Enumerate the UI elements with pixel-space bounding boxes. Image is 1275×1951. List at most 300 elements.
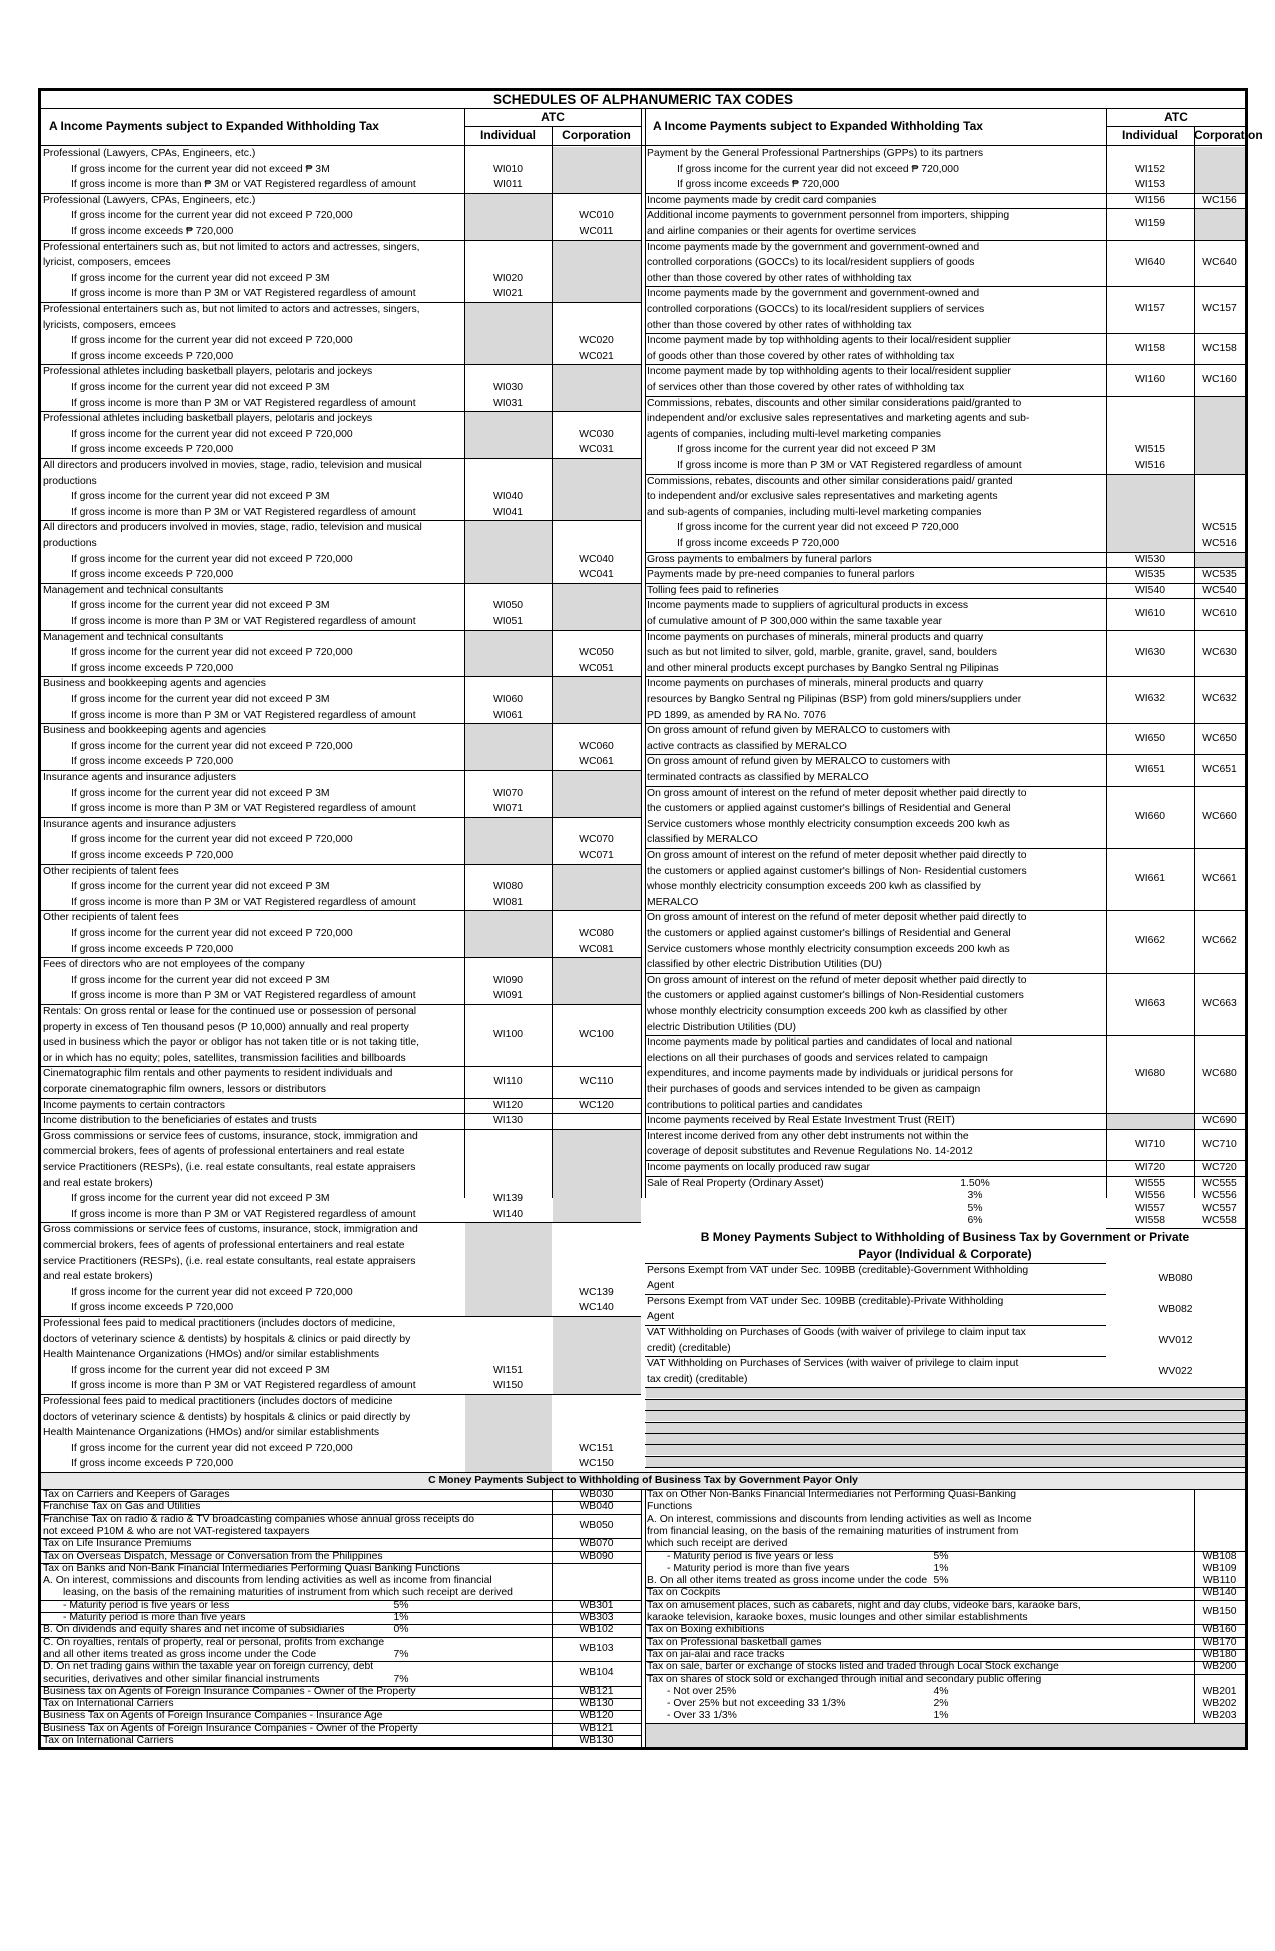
left-row-22-line: Gross commissions or service fees of customs, insurance, stock, immigration and bbox=[43, 1224, 418, 1236]
c-left-row-line: Business Tax on Agents of Foreign Insurance Companies - Insurance Age bbox=[43, 1710, 383, 1722]
right-row-1-individual-code: WI156 bbox=[1134, 194, 1166, 206]
left-row-3-corporation-code: WC020 bbox=[579, 335, 614, 347]
left-row-6-line: All directors and producers involved in movies, stage, radio, television and musical bbox=[43, 460, 422, 471]
c-left-row-line: Franchise Tax on radio & radio & TV broadcasting companies whose annual gross receipts do bbox=[43, 1513, 475, 1525]
c-right-row-line: Tax on Boxing exhibitions bbox=[647, 1624, 765, 1636]
left-row-22-corporation-code bbox=[552, 1254, 641, 1270]
right-row-23-line: Interest income derived from any other debt instruments not within the bbox=[647, 1130, 969, 1142]
left-row-7-line: If gross income for the current year did not exceed P 720,000 bbox=[71, 553, 353, 565]
column-divider bbox=[1194, 1489, 1195, 1747]
left-row-23-individual-code bbox=[464, 1347, 552, 1363]
shaded-cell bbox=[646, 1388, 1245, 1398]
right-atc-label: ATC bbox=[1164, 110, 1188, 124]
right-row-13-individual-code: WI630 bbox=[1134, 646, 1166, 658]
left-row-9-line: If gross income for the current year did not exceed P 720,000 bbox=[71, 647, 353, 659]
right-row-3-individual-code: WI640 bbox=[1134, 256, 1166, 268]
left-row-9-individual-code bbox=[464, 661, 552, 677]
right-row-9-line: Gross payments to embalmers by funeral parlors bbox=[647, 553, 872, 565]
left-row-23-corporation-code bbox=[552, 1332, 641, 1348]
left-row-14-individual-code: WI081 bbox=[492, 896, 524, 908]
left-row-9-line: If gross income exceeds P 720,000 bbox=[71, 662, 234, 674]
left-row-17-individual-code: WI100 bbox=[492, 1029, 524, 1040]
left-row-17-line: Rentals: On gross rental or lease for the continued use or possession of personal bbox=[43, 1006, 417, 1017]
right-row-18-corporation-code: WC661 bbox=[1202, 873, 1237, 884]
right-row-3-corporation-code: WC640 bbox=[1202, 256, 1237, 268]
shaded-cell bbox=[646, 1457, 1245, 1467]
section-b-row-line: Agent bbox=[647, 1280, 675, 1292]
left-row-5-line: If gross income exceeds P 720,000 bbox=[71, 444, 234, 456]
left-row-8-line: If gross income is more than P 3M or VAT Registered regardless of amount bbox=[71, 616, 416, 627]
c-right-row-line: Functions bbox=[647, 1501, 693, 1513]
right-row-6-line: of services other than those covered by other rates of withholding tax bbox=[647, 382, 965, 393]
left-row-15-individual-code bbox=[464, 910, 552, 926]
left-row-21-corporation-code bbox=[552, 1176, 641, 1192]
left-row-22-corporation-code bbox=[552, 1222, 641, 1238]
left-row-6-individual-code: WI041 bbox=[492, 506, 524, 518]
section-b-row-line: Agent bbox=[647, 1311, 675, 1323]
real-property-rate: 3% bbox=[967, 1190, 983, 1202]
left-row-15-line: If gross income exceeds P 720,000 bbox=[71, 943, 234, 955]
c-right-row-line: - Maturity period is more than five years bbox=[667, 1562, 850, 1574]
left-row-24-individual-code bbox=[464, 1456, 552, 1472]
left-row-6-line: If gross income for the current year did not exceed P 3M bbox=[71, 491, 330, 503]
left-row-5-corporation-code: WC031 bbox=[579, 444, 614, 456]
right-row-15-corporation-code: WC650 bbox=[1202, 733, 1237, 745]
left-row-22-line: If gross income exceeds P 720,000 bbox=[71, 1302, 234, 1314]
right-row-7-corporation-code bbox=[1194, 411, 1245, 427]
right-row-20-line: On gross amount of interest on the refund of meter deposit whether paid directly to bbox=[647, 974, 1027, 986]
left-row-9-corporation-code bbox=[552, 630, 641, 646]
c-left-row-line: Franchise Tax on Gas and Utilities bbox=[43, 1501, 201, 1513]
left-row-1-corporation-code bbox=[552, 193, 641, 209]
c-right-code: WB108 bbox=[1202, 1550, 1237, 1562]
c-right-rate: 5% bbox=[933, 1575, 949, 1587]
left-row-11-corporation-code: WC060 bbox=[579, 740, 614, 752]
right-row-21-line: contributions to political parties and candidates bbox=[647, 1099, 863, 1111]
left-row-4-line: Professional athletes including basketball players, pelotaris and jockeys bbox=[43, 366, 373, 378]
left-row-9-corporation-code: WC050 bbox=[579, 647, 614, 659]
column-divider bbox=[645, 1489, 646, 1747]
left-row-5-line: If gross income for the current year did not exceed P 720,000 bbox=[71, 428, 353, 440]
left-row-23-individual-code: WI151 bbox=[492, 1364, 524, 1376]
left-row-9-corporation-code: WC051 bbox=[579, 662, 614, 674]
left-row-10-line: If gross income is more than P 3M or VAT Registered regardless of amount bbox=[71, 709, 416, 721]
row-divider bbox=[645, 1467, 1245, 1468]
left-row-5-individual-code bbox=[464, 427, 552, 443]
left-row-14-line: If gross income is more than P 3M or VAT Registered regardless of amount bbox=[71, 896, 416, 908]
c-left-rate: 0% bbox=[393, 1624, 409, 1636]
right-row-17-line: classified by MERALCO bbox=[647, 834, 758, 846]
left-row-19-line: Income payments to certain contractors bbox=[43, 1099, 225, 1111]
c-right-code: WB202 bbox=[1202, 1698, 1237, 1710]
left-row-18-corporation-code: WC110 bbox=[579, 1076, 614, 1088]
left-row-12-line: If gross income is more than P 3M or VAT Registered regardless of amount bbox=[71, 803, 416, 815]
right-row-8-corporation-code: WC515 bbox=[1202, 522, 1237, 534]
section-b-row-line: credit) (creditable) bbox=[647, 1342, 731, 1354]
c-right-row-line: karaoke television, karaoke boxes, music lounges and other similar establishments bbox=[647, 1612, 1028, 1623]
c-left-row-line: Tax on Banks and Non-Bank Financial Intermediaries Performing Quasi Banking Functions bbox=[43, 1562, 460, 1574]
left-row-24-line: Professional fees paid to medical practitioners (includes doctors of medicine bbox=[43, 1396, 393, 1407]
real-property-individual-code: WI557 bbox=[1134, 1202, 1166, 1214]
c-left-code: WB301 bbox=[579, 1599, 614, 1611]
left-row-24-corporation-code bbox=[552, 1394, 641, 1410]
c-right-rate: 4% bbox=[933, 1685, 949, 1697]
right-row-0-line: If gross income exceeds ₱ 720,000 bbox=[677, 179, 840, 191]
right-row-7-line: independent and/or exclusive sales representatives and marketing agents and sub- bbox=[647, 413, 1030, 425]
left-row-6-individual-code bbox=[464, 474, 552, 490]
left-row-4-line: If gross income for the current year did not exceed P 3M bbox=[71, 382, 330, 393]
left-row-12-corporation-code bbox=[552, 801, 641, 817]
shaded-cell bbox=[646, 1434, 1245, 1444]
right-row-0-line: Payment by the General Professional Partnerships (GPPs) to its partners bbox=[647, 148, 984, 159]
real-property-corporation-code: WC555 bbox=[1202, 1177, 1237, 1189]
real-property-corporation-code: WC557 bbox=[1202, 1202, 1237, 1214]
right-col-corporation: Corporation bbox=[1194, 128, 1263, 142]
left-row-14-line: If gross income for the current year did not exceed P 3M bbox=[71, 881, 330, 893]
right-row-7-line: agents of companies, including multi-level marketing companies bbox=[647, 428, 941, 440]
right-row-0-corporation-code bbox=[1194, 146, 1245, 162]
real-property-label: Sale of Real Property (Ordinary Asset) bbox=[647, 1177, 824, 1189]
left-row-21-corporation-code bbox=[552, 1191, 641, 1207]
left-row-4-corporation-code bbox=[552, 380, 641, 396]
c-right-row-line: Tax on amusement places, such as cabarets, night and day clubs, videoke bars, karaoke bars, bbox=[647, 1599, 1081, 1611]
right-row-14-line: PD 1899, as amended by RA No. 7076 bbox=[647, 709, 827, 721]
left-row-22-individual-code bbox=[464, 1300, 552, 1316]
left-row-14-corporation-code bbox=[552, 895, 641, 911]
right-row-4-line: other than those covered by other rates of withholding tax bbox=[647, 319, 912, 331]
right-row-5-individual-code: WI158 bbox=[1134, 343, 1166, 355]
left-row-3-individual-code bbox=[464, 333, 552, 349]
left-row-23-line: doctors of veterinary science & dentists) by hospitals & clinics or paid directly by bbox=[43, 1333, 411, 1345]
left-row-21-individual-code: WI140 bbox=[492, 1208, 524, 1220]
right-row-7-individual-code bbox=[1106, 427, 1194, 443]
right-row-24-line: Income payments on locally produced raw sugar bbox=[647, 1162, 870, 1173]
left-row-7-individual-code bbox=[464, 567, 552, 583]
right-row-8-line: If gross income for the current year did not exceed P 720,000 bbox=[677, 522, 959, 534]
right-row-14-line: Income payments on purchases of minerals, mineral products and quarry bbox=[647, 678, 984, 690]
row-divider bbox=[41, 1747, 641, 1748]
left-row-23-individual-code: WI150 bbox=[492, 1380, 524, 1392]
real-property-rate: 5% bbox=[967, 1202, 983, 1214]
left-row-15-corporation-code bbox=[552, 910, 641, 926]
left-row-24-individual-code bbox=[464, 1394, 552, 1410]
left-row-7-individual-code bbox=[464, 536, 552, 552]
c-right-rate: 1% bbox=[933, 1710, 949, 1722]
left-row-21-individual-code: WI139 bbox=[492, 1193, 524, 1205]
right-row-23-corporation-code: WC710 bbox=[1202, 1138, 1237, 1150]
left-row-23-line: Health Maintenance Organizations (HMOs) and/or similar establishments bbox=[43, 1349, 380, 1361]
right-row-11-line: Tolling fees paid to refineries bbox=[647, 584, 779, 596]
left-row-12-individual-code: WI071 bbox=[492, 803, 524, 815]
right-row-16-line: terminated contracts as classified by MERALCO bbox=[647, 772, 869, 783]
c-right-row-line: - Over 25% but not exceeding 33 1/3% bbox=[667, 1698, 846, 1710]
c-right-code: WB150 bbox=[1202, 1605, 1237, 1617]
left-row-2-corporation-code bbox=[552, 286, 641, 302]
right-row-23-individual-code: WI710 bbox=[1134, 1138, 1166, 1150]
left-row-23-individual-code bbox=[464, 1316, 552, 1332]
left-row-24-individual-code bbox=[464, 1425, 552, 1441]
c-left-row-line: Tax on International Carriers bbox=[43, 1735, 174, 1746]
right-row-19-line: classified by other electric Distribution Utilities (DU) bbox=[647, 959, 883, 971]
left-row-18-line: Cinematographic film rentals and other payments to resident individuals and bbox=[43, 1068, 393, 1080]
right-row-9-individual-code: WI530 bbox=[1134, 553, 1166, 565]
left-row-3-corporation-code bbox=[552, 302, 641, 318]
left-row-4-corporation-code bbox=[552, 364, 641, 380]
right-row-7-line: Commissions, rebates, discounts and other similar considerations paid/granted to bbox=[647, 397, 1022, 409]
left-row-1-individual-code bbox=[464, 208, 552, 224]
right-row-21-line: their purchases of goods and services intended to be given as campaign bbox=[647, 1084, 981, 1095]
left-row-22-corporation-code bbox=[552, 1269, 641, 1285]
left-row-13-line: If gross income for the current year did not exceed P 720,000 bbox=[71, 834, 353, 846]
left-row-2-individual-code: WI020 bbox=[492, 272, 524, 284]
right-row-6-line: Income payment made by top withholding agents to their local/resident supplier bbox=[647, 366, 1011, 378]
right-row-8-corporation-code bbox=[1194, 505, 1245, 521]
left-row-18-line: corporate cinematographic film owners, lessors or distributors bbox=[43, 1084, 326, 1095]
real-property-rate: 6% bbox=[967, 1215, 983, 1227]
right-row-20-corporation-code: WC663 bbox=[1202, 997, 1237, 1009]
right-row-8-corporation-code bbox=[1194, 489, 1245, 505]
left-row-16-corporation-code bbox=[552, 957, 641, 973]
right-row-20-line: the customers or applied against customer's billings of Non-Residential customers bbox=[647, 990, 1024, 1002]
left-row-14-corporation-code bbox=[552, 879, 641, 895]
left-row-22-line: and real estate brokers) bbox=[43, 1271, 153, 1283]
left-row-22-individual-code bbox=[464, 1222, 552, 1238]
right-row-20-line: whose monthly electricity consumption exceeds 200 kwh as classified by other bbox=[647, 1006, 1008, 1017]
c-left-code: WB104 bbox=[579, 1667, 614, 1679]
left-row-3-line: If gross income for the current year did not exceed P 720,000 bbox=[71, 335, 353, 347]
right-row-9-corporation-code bbox=[1194, 552, 1245, 568]
c-left-code: WB102 bbox=[579, 1624, 614, 1636]
left-row-10-individual-code: WI061 bbox=[492, 709, 524, 721]
section-b-code: WV012 bbox=[1106, 1325, 1245, 1356]
c-left-code: WB090 bbox=[579, 1550, 614, 1562]
left-row-15-individual-code bbox=[464, 926, 552, 942]
left-row-2-corporation-code bbox=[552, 255, 641, 271]
left-row-4-line: If gross income is more than P 3M or VAT Registered regardless of amount bbox=[71, 397, 416, 409]
right-row-7-individual-code: WI516 bbox=[1134, 460, 1166, 471]
c-left-code: WB121 bbox=[579, 1722, 614, 1734]
right-row-17-line: On gross amount of interest on the refund of meter deposit whether paid directly to bbox=[647, 787, 1027, 799]
left-row-16-individual-code: WI091 bbox=[492, 990, 524, 1002]
right-row-19-individual-code: WI662 bbox=[1134, 935, 1166, 947]
right-row-15-individual-code: WI650 bbox=[1134, 733, 1166, 745]
right-row-12-corporation-code: WC610 bbox=[1202, 608, 1237, 620]
left-row-11-line: If gross income for the current year did not exceed P 720,000 bbox=[71, 740, 353, 752]
left-row-15-corporation-code: WC080 bbox=[579, 928, 614, 939]
left-row-1-corporation-code: WC011 bbox=[579, 226, 614, 237]
left-row-16-individual-code: WI090 bbox=[492, 974, 524, 986]
right-row-10-line: Payments made by pre-need companies to funeral parlors bbox=[647, 569, 915, 581]
real-property-corporation-code: WC556 bbox=[1202, 1190, 1237, 1202]
right-row-6-individual-code: WI160 bbox=[1134, 374, 1166, 386]
right-row-18-line: the customers or applied against customer's billings of Non- Residential customers bbox=[647, 865, 1027, 877]
left-row-9-individual-code bbox=[464, 630, 552, 646]
left-row-24-corporation-code: WC150 bbox=[579, 1458, 614, 1470]
real-property-rate: 1.50% bbox=[960, 1177, 990, 1189]
right-row-8-corporation-code bbox=[1194, 474, 1245, 490]
left-row-8-line: If gross income for the current year did not exceed P 3M bbox=[71, 600, 330, 612]
left-row-4-individual-code: WI031 bbox=[492, 397, 524, 409]
left-row-8-individual-code: WI050 bbox=[492, 600, 524, 612]
left-row-15-line: If gross income for the current year did not exceed P 720,000 bbox=[71, 928, 353, 939]
left-row-7-individual-code bbox=[464, 520, 552, 536]
real-property-individual-code: WI555 bbox=[1134, 1177, 1166, 1189]
c-left-row-line: Business tax on Agents of Foreign Insurance Companies - Owner of the Property bbox=[43, 1685, 416, 1697]
left-row-17-line: or in which has no equity; poles, satellites, transmission facilities and billboards bbox=[43, 1052, 406, 1064]
left-row-14-line: Other recipients of talent fees bbox=[43, 865, 179, 877]
left-row-16-line: Fees of directors who are not employees of the company bbox=[43, 959, 305, 971]
c-right-rate: 2% bbox=[933, 1698, 949, 1710]
right-row-22-individual-code bbox=[1106, 1113, 1194, 1129]
left-row-6-corporation-code bbox=[552, 505, 641, 521]
right-row-16-line: On gross amount of refund given by MERALCO to customers with bbox=[647, 756, 951, 768]
c-right-row-line: Tax on sale, barter or exchange of stocks listed and traded through Local Stock exchange bbox=[647, 1661, 1059, 1673]
left-row-21-line: commercial brokers, fees of agents of professional entertainers and real estate bbox=[43, 1146, 405, 1158]
left-row-10-line: If gross income for the current year did not exceed P 3M bbox=[71, 694, 330, 705]
left-row-7-line: If gross income exceeds P 720,000 bbox=[71, 569, 234, 581]
left-row-12-individual-code: WI070 bbox=[492, 787, 524, 799]
left-row-2-individual-code: WI021 bbox=[492, 288, 524, 300]
section-b-row-line: tax credit) (creditable) bbox=[647, 1373, 748, 1385]
left-row-3-individual-code bbox=[464, 318, 552, 334]
c-right-row-line: - Over 33 1/3% bbox=[667, 1710, 737, 1722]
left-row-15-corporation-code: WC081 bbox=[579, 943, 614, 955]
c-right-code: WB201 bbox=[1202, 1685, 1237, 1697]
left-row-3-corporation-code bbox=[552, 318, 641, 334]
left-row-21-individual-code bbox=[464, 1129, 552, 1145]
section-b-code: WB082 bbox=[1106, 1294, 1245, 1325]
c-left-row-line: Tax on International Carriers bbox=[43, 1698, 174, 1710]
left-row-4-individual-code bbox=[464, 364, 552, 380]
right-row-10-corporation-code: WC535 bbox=[1202, 569, 1237, 581]
left-row-13-corporation-code: WC070 bbox=[579, 834, 614, 846]
left-row-24-line: Health Maintenance Organizations (HMOs) and/or similar establishments bbox=[43, 1427, 380, 1439]
c-right-code: WB160 bbox=[1202, 1624, 1237, 1636]
left-row-6-corporation-code bbox=[552, 489, 641, 505]
right-row-16-corporation-code: WC651 bbox=[1202, 764, 1237, 776]
left-row-21-individual-code bbox=[464, 1176, 552, 1192]
column-divider bbox=[552, 1489, 553, 1747]
c-right-row-line: Tax on jai-alai and race tracks bbox=[647, 1648, 785, 1660]
left-row-16-corporation-code bbox=[552, 973, 641, 989]
left-row-2-line: If gross income is more than P 3M or VAT Registered regardless of amount bbox=[71, 288, 416, 300]
left-row-1-line: If gross income for the current year did not exceed P 720,000 bbox=[71, 210, 353, 222]
left-row-10-corporation-code bbox=[552, 692, 641, 708]
left-row-5-individual-code bbox=[464, 442, 552, 458]
right-row-24-individual-code: WI720 bbox=[1134, 1162, 1166, 1173]
left-row-20-corporation-code bbox=[552, 1113, 641, 1129]
left-row-3-individual-code bbox=[464, 302, 552, 318]
c-right-row-line: Tax on Professional basketball games bbox=[647, 1636, 822, 1648]
left-row-2-line: Professional entertainers such as, but not limited to actors and actresses, singers, bbox=[43, 241, 420, 253]
left-row-6-corporation-code bbox=[552, 474, 641, 490]
c-right-row-line: Tax on shares of stock sold or exchanged through initial and secondary public offering bbox=[647, 1673, 1042, 1685]
left-row-21-line: Gross commissions or service fees of customs, insurance, stock, immigration and bbox=[43, 1130, 418, 1142]
left-row-21-line: service Practitioners (RESPs), (i.e. real estate consultants, real estate appraisers bbox=[43, 1162, 416, 1173]
left-row-18-individual-code: WI110 bbox=[493, 1076, 523, 1088]
left-row-22-individual-code bbox=[464, 1238, 552, 1254]
left-row-23-individual-code bbox=[464, 1332, 552, 1348]
c-left-row-line: A. On interest, commissions and discounts from lending activities as well as income from financial bbox=[43, 1575, 492, 1587]
shaded-cell bbox=[646, 1400, 1245, 1410]
left-row-7-line: All directors and producers involved in movies, stage, radio, television and musical bbox=[43, 522, 422, 534]
left-row-19-corporation-code: WC120 bbox=[579, 1099, 614, 1111]
left-row-21-line: If gross income for the current year did not exceed P 3M bbox=[71, 1193, 330, 1205]
right-row-23-line: coverage of deposit substitutes and Revenue Regulations No. 14-2012 bbox=[647, 1146, 973, 1158]
c-right-row-line: - Not over 25% bbox=[667, 1685, 737, 1697]
left-row-24-corporation-code bbox=[552, 1425, 641, 1441]
c-right-row-line: from financial leasing, on the basis of the remaining maturities of instrument from bbox=[647, 1525, 1019, 1537]
left-row-23-line: If gross income is more than P 3M or VAT Registered regardless of amount bbox=[71, 1380, 416, 1392]
row-divider bbox=[1106, 126, 1245, 127]
left-row-12-individual-code bbox=[464, 770, 552, 786]
c-right-code: WB110 bbox=[1202, 1575, 1237, 1587]
left-row-10-individual-code bbox=[464, 676, 552, 692]
right-row-2-line: Additional income payments to government personnel from importers, shipping bbox=[647, 210, 1010, 222]
right-row-2-line: and airline companies or their agents for overtime services bbox=[647, 226, 917, 237]
left-row-22-line: If gross income for the current year did not exceed P 720,000 bbox=[71, 1286, 353, 1298]
left-row-11-individual-code bbox=[464, 754, 552, 770]
left-row-24-line: If gross income exceeds P 720,000 bbox=[71, 1458, 234, 1470]
right-row-18-line: whose monthly electricity consumption exceeds 200 kwh as classified by bbox=[647, 881, 981, 893]
right-row-7-individual-code bbox=[1106, 396, 1194, 412]
column-divider bbox=[641, 108, 642, 1198]
c-right-code: WB109 bbox=[1202, 1562, 1237, 1574]
section-c-title: C Money Payments Subject to Withholding of Business Tax by Government Payor Only bbox=[41, 1473, 1245, 1489]
right-row-0-individual-code: WI152 bbox=[1134, 163, 1166, 175]
left-row-23-line: If gross income for the current year did not exceed P 3M bbox=[71, 1364, 330, 1376]
left-row-13-individual-code bbox=[464, 817, 552, 833]
c-left-row-line: leasing, on the basis of the remaining maturities of instrument from which such receipt are derived bbox=[63, 1587, 513, 1599]
right-row-21-corporation-code: WC680 bbox=[1202, 1068, 1237, 1080]
c-left-code: WB303 bbox=[579, 1612, 614, 1623]
right-row-8-individual-code bbox=[1106, 474, 1194, 490]
left-row-2-corporation-code bbox=[552, 271, 641, 287]
right-row-18-line: On gross amount of interest on the refund of meter deposit whether paid directly to bbox=[647, 850, 1027, 861]
left-row-1-line: If gross income exceeds ₱ 720,000 bbox=[71, 226, 234, 237]
left-row-16-corporation-code bbox=[552, 988, 641, 1004]
c-right-rate: 5% bbox=[933, 1550, 949, 1562]
left-row-3-line: If gross income exceeds P 720,000 bbox=[71, 350, 234, 362]
left-row-22-corporation-code bbox=[552, 1238, 641, 1254]
right-row-8-line: and sub-agents of companies, including multi-level marketing companies bbox=[647, 506, 982, 518]
right-row-17-line: the customers or applied against customer's billings of Residential and General bbox=[647, 803, 1011, 815]
right-row-17-corporation-code: WC660 bbox=[1202, 810, 1237, 822]
left-row-11-individual-code bbox=[464, 739, 552, 755]
right-row-15-line: On gross amount of refund given by MERALCO to customers with bbox=[647, 725, 951, 737]
left-row-9-individual-code bbox=[464, 645, 552, 661]
c-left-rate: 7% bbox=[393, 1673, 409, 1685]
left-row-22-line: service Practitioners (RESPs), (i.e. real estate consultants, real estate appraisers bbox=[43, 1255, 416, 1267]
left-row-21-corporation-code bbox=[552, 1207, 641, 1223]
left-row-24-line: doctors of veterinary science & dentists) by hospitals & clinics or paid directly by bbox=[43, 1411, 411, 1423]
left-row-0-line: Professional (Lawyers, CPAs, Engineers, etc.) bbox=[43, 148, 256, 159]
section-b-row-line: Persons Exempt from VAT under Sec. 109BB (creditable)-Private Withholding bbox=[647, 1295, 1004, 1307]
c-left-row-line: Tax on Life Insurance Premiums bbox=[43, 1538, 192, 1550]
left-row-1-individual-code bbox=[464, 193, 552, 209]
tax-code-schedule bbox=[38, 88, 1263, 1750]
left-row-11-corporation-code: WC061 bbox=[579, 756, 614, 768]
page-title: SCHEDULES OF ALPHANUMERIC TAX CODES bbox=[492, 92, 793, 107]
left-row-24-line: If gross income for the current year did not exceed P 720,000 bbox=[71, 1442, 353, 1454]
left-row-3-line: lyricists, composers, emcees bbox=[43, 319, 176, 331]
left-row-23-corporation-code bbox=[552, 1347, 641, 1363]
right-row-14-corporation-code: WC632 bbox=[1202, 693, 1237, 705]
section-b-code: WB080 bbox=[1106, 1263, 1245, 1294]
left-row-24-corporation-code bbox=[552, 1410, 641, 1426]
left-row-11-individual-code bbox=[464, 723, 552, 739]
left-row-1-line: Professional (Lawyers, CPAs, Engineers, etc.) bbox=[43, 194, 256, 206]
